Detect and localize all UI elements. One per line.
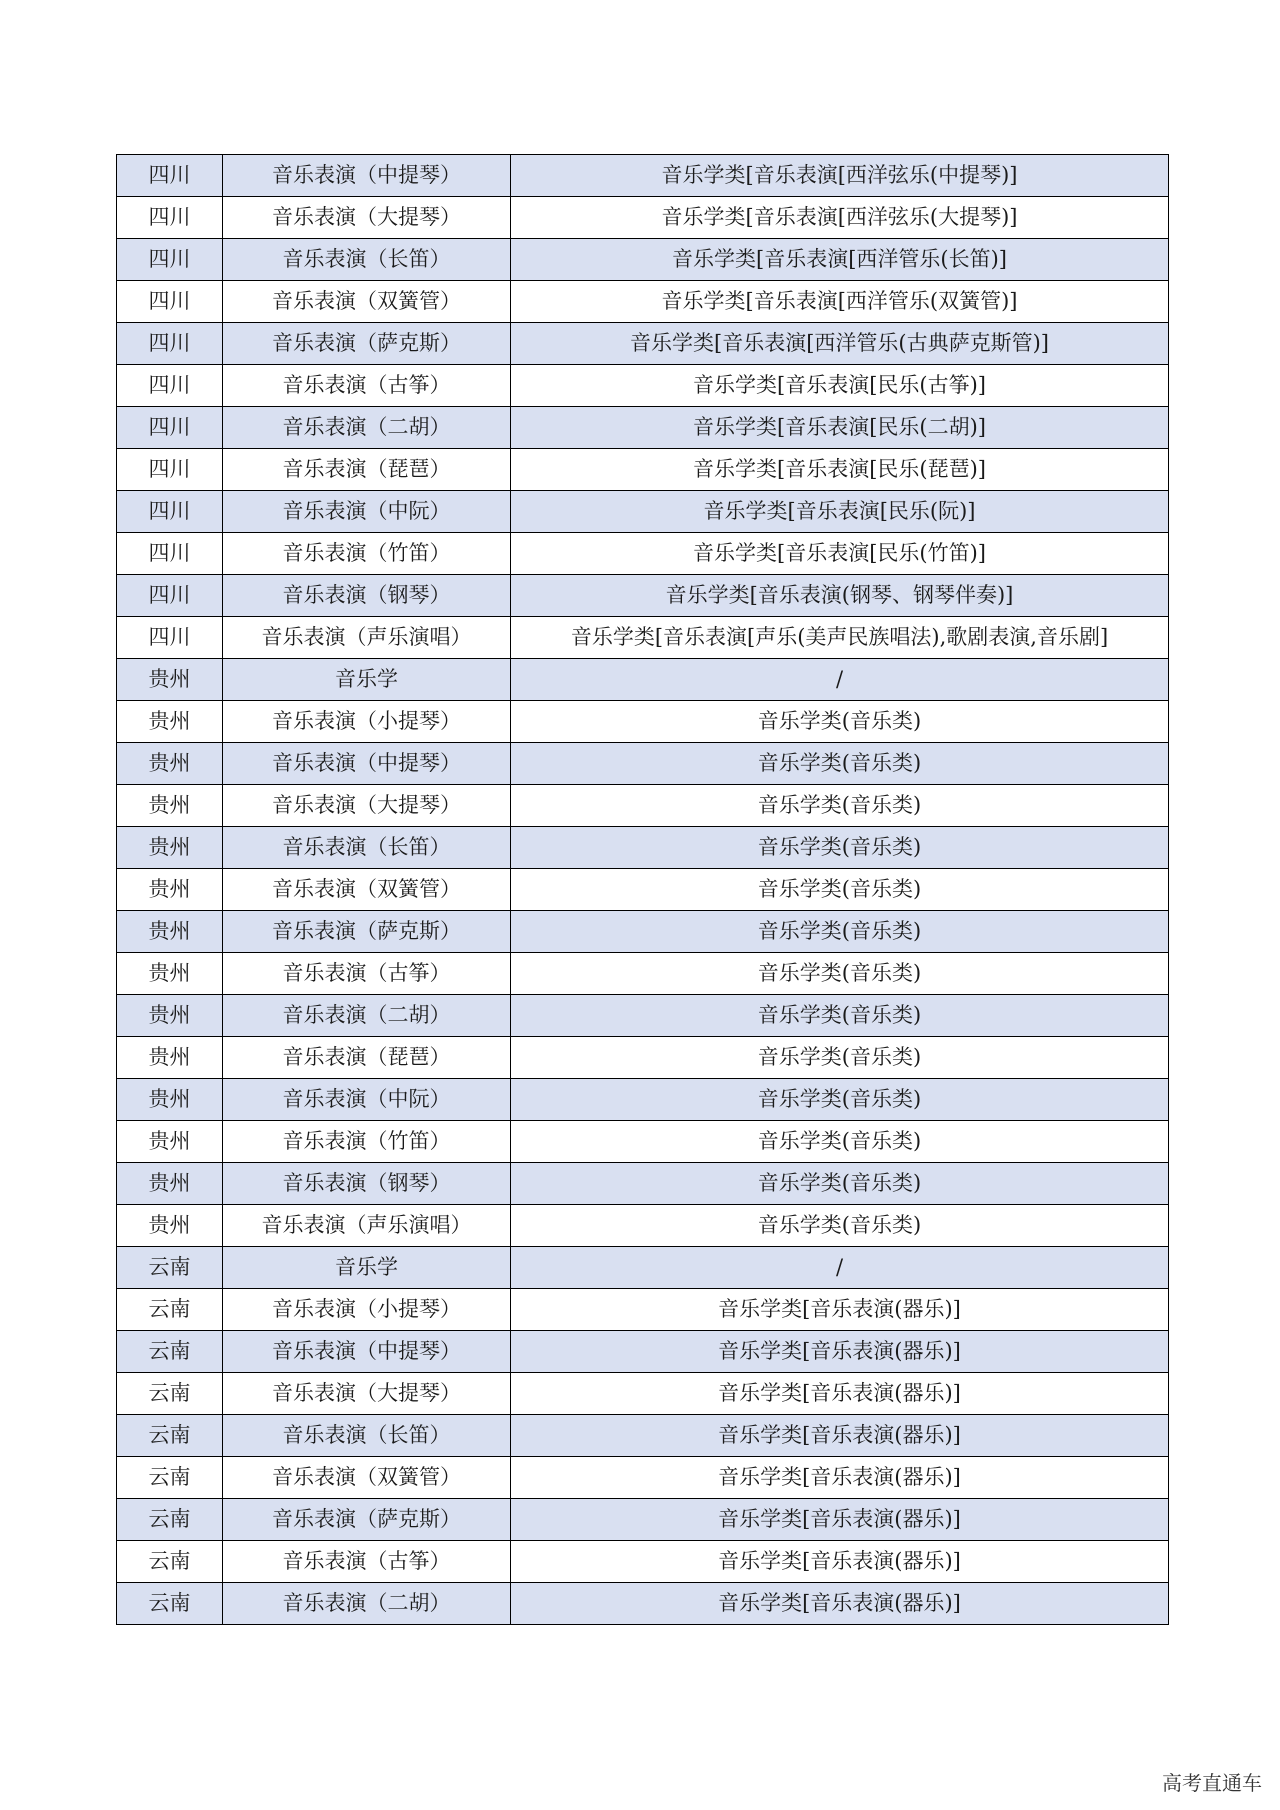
province-cell: 四川 bbox=[117, 239, 223, 281]
table-row bbox=[117, 911, 1169, 953]
category-cell: 音乐学类[音乐表演(器乐)] bbox=[511, 1289, 1169, 1331]
table-row bbox=[117, 365, 1169, 407]
province-cell: 贵州 bbox=[117, 1163, 223, 1205]
category-cell: 音乐学类[音乐表演(钢琴、钢琴伴奏)] bbox=[511, 575, 1169, 617]
major-cell: 音乐表演（钢琴） bbox=[223, 1163, 511, 1205]
province-cell: 贵州 bbox=[117, 659, 223, 701]
category-cell: 音乐学类(音乐类) bbox=[511, 1163, 1169, 1205]
major-cell: 音乐表演（钢琴） bbox=[223, 575, 511, 617]
province-cell: 云南 bbox=[117, 1373, 223, 1415]
table-row bbox=[117, 785, 1169, 827]
category-cell: 音乐学类[音乐表演(器乐)] bbox=[511, 1541, 1169, 1583]
major-cell: 音乐表演（长笛） bbox=[223, 1415, 511, 1457]
admissions-table bbox=[116, 154, 1169, 1625]
table-row bbox=[117, 533, 1169, 575]
major-cell: 音乐表演（中提琴） bbox=[223, 155, 511, 197]
province-cell: 贵州 bbox=[117, 743, 223, 785]
major-cell: 音乐表演（琵琶） bbox=[223, 449, 511, 491]
category-cell: 音乐学类[音乐表演[民乐(琵琶)] bbox=[511, 449, 1169, 491]
category-cell: 音乐学类[音乐表演(器乐)] bbox=[511, 1499, 1169, 1541]
table-row bbox=[117, 953, 1169, 995]
province-cell: 四川 bbox=[117, 533, 223, 575]
table-row bbox=[117, 575, 1169, 617]
category-cell: 音乐学类[音乐表演(器乐)] bbox=[511, 1583, 1169, 1625]
major-cell: 音乐表演（古筝） bbox=[223, 953, 511, 995]
table-row bbox=[117, 1037, 1169, 1079]
table-row bbox=[117, 449, 1169, 491]
province-cell: 云南 bbox=[117, 1331, 223, 1373]
table-row bbox=[117, 155, 1169, 197]
major-cell: 音乐表演（竹笛） bbox=[223, 1121, 511, 1163]
category-cell: / bbox=[511, 1247, 1169, 1289]
major-cell: 音乐表演（二胡） bbox=[223, 407, 511, 449]
table-row bbox=[117, 1247, 1169, 1289]
table-row bbox=[117, 659, 1169, 701]
category-cell: 音乐学类(音乐类) bbox=[511, 1037, 1169, 1079]
major-cell: 音乐表演（中阮） bbox=[223, 491, 511, 533]
major-cell: 音乐表演（古筝） bbox=[223, 365, 511, 407]
province-cell: 贵州 bbox=[117, 1037, 223, 1079]
table-row bbox=[117, 197, 1169, 239]
category-cell: 音乐学类(音乐类) bbox=[511, 911, 1169, 953]
table-row bbox=[117, 407, 1169, 449]
category-cell: 音乐学类[音乐表演[民乐(阮)] bbox=[511, 491, 1169, 533]
category-cell: 音乐学类(音乐类) bbox=[511, 1121, 1169, 1163]
category-cell: 音乐学类[音乐表演(器乐)] bbox=[511, 1331, 1169, 1373]
province-cell: 贵州 bbox=[117, 1205, 223, 1247]
province-cell: 贵州 bbox=[117, 995, 223, 1037]
table-row bbox=[117, 1205, 1169, 1247]
province-cell: 四川 bbox=[117, 617, 223, 659]
province-cell: 贵州 bbox=[117, 953, 223, 995]
major-cell: 音乐表演（小提琴） bbox=[223, 701, 511, 743]
category-cell: 音乐学类[音乐表演(器乐)] bbox=[511, 1457, 1169, 1499]
major-cell: 音乐表演（小提琴） bbox=[223, 1289, 511, 1331]
table-row bbox=[117, 1373, 1169, 1415]
table-row bbox=[117, 1415, 1169, 1457]
category-cell: 音乐学类[音乐表演[民乐(竹笛)] bbox=[511, 533, 1169, 575]
major-cell: 音乐表演（双簧管） bbox=[223, 869, 511, 911]
table-row bbox=[117, 1541, 1169, 1583]
province-cell: 云南 bbox=[117, 1541, 223, 1583]
major-cell: 音乐学 bbox=[223, 659, 511, 701]
major-cell: 音乐表演（二胡） bbox=[223, 995, 511, 1037]
table-row bbox=[117, 323, 1169, 365]
province-cell: 四川 bbox=[117, 365, 223, 407]
province-cell: 云南 bbox=[117, 1499, 223, 1541]
table-row bbox=[117, 1499, 1169, 1541]
table-row bbox=[117, 827, 1169, 869]
category-cell: 音乐学类(音乐类) bbox=[511, 701, 1169, 743]
category-cell: 音乐学类(音乐类) bbox=[511, 827, 1169, 869]
table-row bbox=[117, 1079, 1169, 1121]
table-row bbox=[117, 869, 1169, 911]
table-row bbox=[117, 743, 1169, 785]
category-cell: 音乐学类(音乐类) bbox=[511, 1079, 1169, 1121]
table-row bbox=[117, 239, 1169, 281]
province-cell: 四川 bbox=[117, 491, 223, 533]
table-row bbox=[117, 1457, 1169, 1499]
province-cell: 贵州 bbox=[117, 827, 223, 869]
province-cell: 云南 bbox=[117, 1289, 223, 1331]
province-cell: 四川 bbox=[117, 197, 223, 239]
major-cell: 音乐表演（大提琴） bbox=[223, 1373, 511, 1415]
category-cell: 音乐学类[音乐表演[西洋管乐(古典萨克斯管)] bbox=[511, 323, 1169, 365]
watermark-text: 高考直通车 bbox=[1162, 1771, 1262, 1795]
major-cell: 音乐表演（中阮） bbox=[223, 1079, 511, 1121]
province-cell: 贵州 bbox=[117, 701, 223, 743]
table-row bbox=[117, 617, 1169, 659]
major-cell: 音乐表演（长笛） bbox=[223, 239, 511, 281]
category-cell: 音乐学类[音乐表演(器乐)] bbox=[511, 1373, 1169, 1415]
category-cell: / bbox=[511, 659, 1169, 701]
province-cell: 贵州 bbox=[117, 1121, 223, 1163]
major-cell: 音乐表演（长笛） bbox=[223, 827, 511, 869]
table-row bbox=[117, 1289, 1169, 1331]
category-cell: 音乐学类[音乐表演[民乐(古筝)] bbox=[511, 365, 1169, 407]
major-cell: 音乐表演（大提琴） bbox=[223, 785, 511, 827]
province-cell: 贵州 bbox=[117, 869, 223, 911]
major-cell: 音乐表演（中提琴） bbox=[223, 1331, 511, 1373]
province-cell: 云南 bbox=[117, 1457, 223, 1499]
category-cell: 音乐学类(音乐类) bbox=[511, 1205, 1169, 1247]
table-row bbox=[117, 1163, 1169, 1205]
category-cell: 音乐学类(音乐类) bbox=[511, 869, 1169, 911]
province-cell: 四川 bbox=[117, 323, 223, 365]
major-cell: 音乐表演（声乐演唱） bbox=[223, 617, 511, 659]
major-cell: 音乐表演（中提琴） bbox=[223, 743, 511, 785]
major-cell: 音乐学 bbox=[223, 1247, 511, 1289]
table-row bbox=[117, 281, 1169, 323]
admissions-table-body bbox=[117, 155, 1169, 1625]
category-cell: 音乐学类(音乐类) bbox=[511, 995, 1169, 1037]
province-cell: 四川 bbox=[117, 155, 223, 197]
major-cell: 音乐表演（萨克斯） bbox=[223, 911, 511, 953]
category-cell: 音乐学类[音乐表演[民乐(二胡)] bbox=[511, 407, 1169, 449]
category-cell: 音乐学类[音乐表演[西洋管乐(长笛)] bbox=[511, 239, 1169, 281]
province-cell: 贵州 bbox=[117, 785, 223, 827]
province-cell: 贵州 bbox=[117, 1079, 223, 1121]
major-cell: 音乐表演（竹笛） bbox=[223, 533, 511, 575]
major-cell: 音乐表演（双簧管） bbox=[223, 281, 511, 323]
province-cell: 贵州 bbox=[117, 911, 223, 953]
table-row bbox=[117, 995, 1169, 1037]
table-row bbox=[117, 491, 1169, 533]
major-cell: 音乐表演（声乐演唱） bbox=[223, 1205, 511, 1247]
category-cell: 音乐学类[音乐表演[西洋管乐(双簧管)] bbox=[511, 281, 1169, 323]
category-cell: 音乐学类(音乐类) bbox=[511, 743, 1169, 785]
province-cell: 四川 bbox=[117, 449, 223, 491]
table-row bbox=[117, 701, 1169, 743]
province-cell: 云南 bbox=[117, 1247, 223, 1289]
table-row bbox=[117, 1331, 1169, 1373]
table-row bbox=[117, 1121, 1169, 1163]
major-cell: 音乐表演（大提琴） bbox=[223, 197, 511, 239]
major-cell: 音乐表演（古筝） bbox=[223, 1541, 511, 1583]
province-cell: 四川 bbox=[117, 575, 223, 617]
province-cell: 云南 bbox=[117, 1415, 223, 1457]
major-cell: 音乐表演（双簧管） bbox=[223, 1457, 511, 1499]
category-cell: 音乐学类[音乐表演[声乐(美声民族唱法),歌剧表演,音乐剧] bbox=[511, 617, 1169, 659]
major-cell: 音乐表演（萨克斯） bbox=[223, 323, 511, 365]
table-row bbox=[117, 1583, 1169, 1625]
major-cell: 音乐表演（琵琶） bbox=[223, 1037, 511, 1079]
category-cell: 音乐学类[音乐表演(器乐)] bbox=[511, 1415, 1169, 1457]
category-cell: 音乐学类(音乐类) bbox=[511, 785, 1169, 827]
province-cell: 四川 bbox=[117, 281, 223, 323]
category-cell: 音乐学类[音乐表演[西洋弦乐(大提琴)] bbox=[511, 197, 1169, 239]
category-cell: 音乐学类[音乐表演[西洋弦乐(中提琴)] bbox=[511, 155, 1169, 197]
province-cell: 四川 bbox=[117, 407, 223, 449]
province-cell: 云南 bbox=[117, 1583, 223, 1625]
major-cell: 音乐表演（萨克斯） bbox=[223, 1499, 511, 1541]
major-cell: 音乐表演（二胡） bbox=[223, 1583, 511, 1625]
category-cell: 音乐学类(音乐类) bbox=[511, 953, 1169, 995]
